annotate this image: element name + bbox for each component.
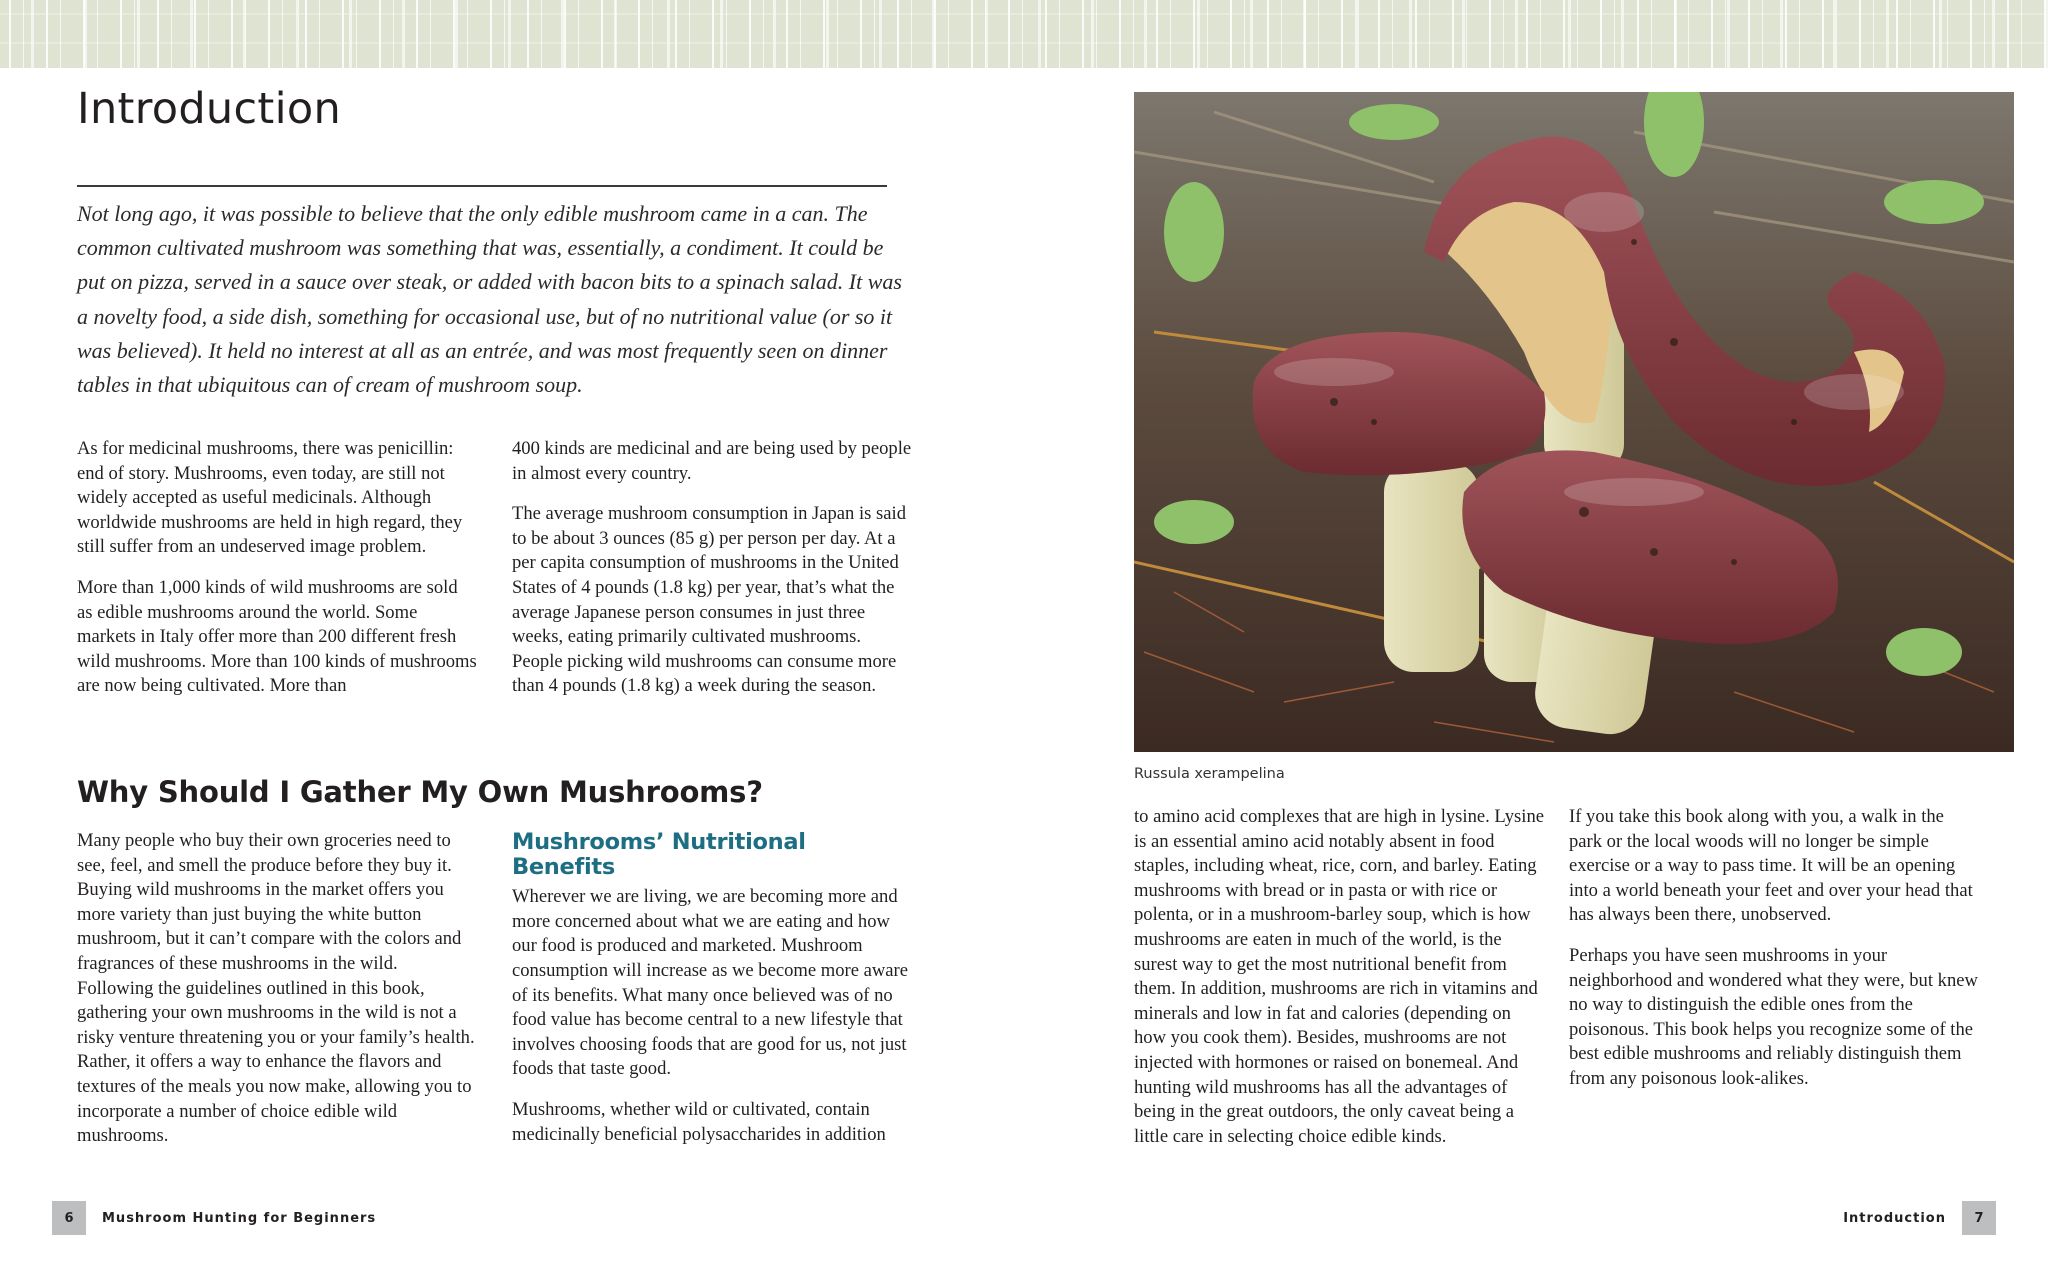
section-column-2	[512, 830, 912, 1163]
mushroom-illustration-icon	[1134, 92, 2014, 752]
section-column-1	[77, 829, 477, 1165]
subheading: Mushrooms’ Nutritional Benefits	[512, 829, 806, 880]
photo-caption: Russula xerampelina	[1134, 766, 1285, 782]
right-footer	[1843, 1201, 1996, 1235]
running-head: Mushroom Hunting for Beginners	[102, 1210, 377, 1226]
intro-column-1	[77, 437, 477, 715]
lede-paragraph: Not long ago, it was possible to believe that the only edible mushroom came in a can. The common cultivated mushroom was something that was, essentially, a condiment. It could be put on pizza, served in a sauce over steak, or added with bacon bits to a spinach salad. It was a novelty food, a side dish, something for occasional use, but of no nutritional value (or so it was believed). It held no interest at all as an entrée, and was most frequently seen on dinner tables in that ubiquitous can of cream of mushroom soup.	[77, 201, 902, 398]
right-column-2	[1569, 805, 1979, 1108]
paragraph: Wherever we are living, we are becoming more and more concerned about what we are eating and how our food is produced and marketed. Mushroom consumption will increase as we become more aware of its benefits. What many once believed was of no food value has become central to a new lifestyle that involves choosing foods that are good for us, not just foods that taste good.	[512, 886, 908, 1080]
paragraph: As for medicinal mushrooms, there was penicillin: end of story. Mushrooms, even today, are still not widely accepted as useful medicinals. Although worldwide mushrooms are held in high regard, they still suffer from an undeserved image problem.	[77, 438, 463, 558]
section-heading: Why Should I Gather My Own Mushrooms?	[77, 775, 763, 809]
paragraph: Perhaps you have seen mushrooms in your neighborhood and wondered what they were, but knew no way to distinguish the edible ones from the poisonous. This book helps you recognize some of the best edible mushrooms and reliably distinguish them from any poisonous look-alikes.	[1569, 944, 1978, 1089]
paragraph: Mushrooms, whether wild or cultivated, contain medicinally beneficial polysaccharides in addition	[512, 1098, 886, 1145]
paragraph: More than 1,000 kinds of wild mushrooms are sold as edible mushrooms around the world. Some markets in Italy offer more than 200 different fresh wild mushrooms. More than 100 kinds of mushrooms are now being cultivated. More than	[77, 576, 477, 697]
right-column-1	[1134, 805, 1544, 1165]
title-rule	[77, 185, 887, 187]
page-title: Introduction	[77, 84, 341, 134]
paragraph: The average mushroom consumption in Japan is said to be about 3 ounces (85 g) per person per day. At a per capita consumption of mushrooms in the United States of 4 pounds (1.8 kg) per year, that’s what the average Japanese person consumes in just three weeks, eating primarily cultivated mushrooms. People picking wild mushrooms can consume more than 4 pounds (1.8 kg) a week during the season.	[512, 503, 907, 697]
mushroom-photo	[1134, 92, 2014, 752]
paragraph: If you take this book along with you, a walk in the park or the local woods will no longer be simple exercise or a way to pass time. It will be an opening into a world beneath your feet and over your head that has always been there, unobserved.	[1569, 806, 1973, 926]
intro-column-2	[512, 437, 912, 715]
page-number-box: 6	[52, 1201, 86, 1235]
paragraph: 400 kinds are medicinal and are being used by people in almost every country.	[512, 438, 912, 484]
paragraph: to amino acid complexes that are high in lysine. Lysine is an essential amino acid notably absent in food staples, including wheat, rice, corn, and barley. Eating mushrooms with bread or in pasta or with rice or polenta, or in a mushroom-barley soup, which is how mushrooms are eaten in much of the world, is the surest way to get the most nutritional benefit from them. In addition, mushrooms are rich in vitamins and minerals and low in fat and calories (depending on how you cook them). Besides, mushrooms are not injected with hormones or raised on bonemeal. And hunting wild mushrooms has all the advantages of being in the great outdoors, the only caveat being a little care in selecting choice edible kinds.	[1134, 806, 1544, 1147]
left-footer	[52, 1201, 376, 1235]
decorative-banner	[0, 0, 2048, 68]
page-number-box: 7	[1962, 1201, 1996, 1235]
running-head: Introduction	[1843, 1210, 1946, 1226]
paragraph: Many people who buy their own groceries need to see, feel, and smell the produce before they buy it. Buying wild mushrooms in the market offers you more variety than just buying the white button mushroom, but it can’t compare with the colors and fragrances of these mushrooms in the wild. Following the guidelines outlined in this book, gathering your own mushrooms in the wild is not a risky venture threatening you or your family’s health. Rather, it offers a way to enhance the flavors and textures of the meals you now make, allowing you to incorporate a number of choice edible wild mushrooms.	[77, 830, 475, 1147]
